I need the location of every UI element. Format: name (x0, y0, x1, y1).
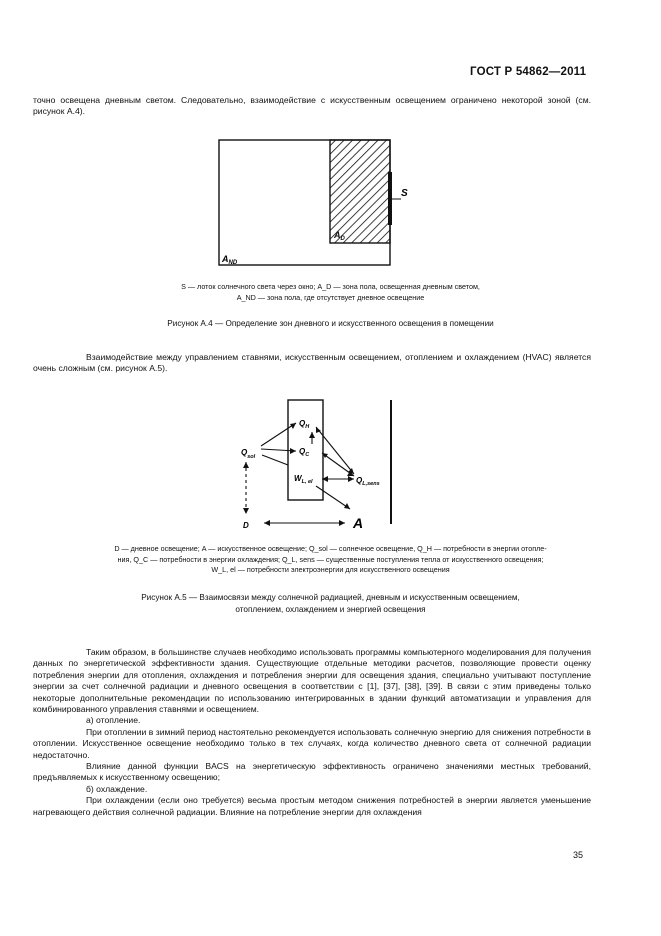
label-s: S (401, 188, 408, 199)
figure-a4-legend (0, 282, 661, 303)
body-paragraph-3: Влияние данной функции BACS на энергетическую эффективность ограничено значениями местных требований, предъявляемых к искусственному освещению; (33, 761, 591, 783)
label-ad: $A_D$ (334, 230, 345, 242)
label-and: $A_{ND}$ (222, 254, 238, 266)
label-wlel: $W_{L, el}$ (294, 474, 313, 485)
document-header: ГОСТ Р 54862—2011 (470, 66, 587, 78)
label-qh: $Q_H$ (299, 419, 310, 430)
figure-a5-caption-line2: отоплением, охлаждением и энергией освещения (235, 605, 426, 614)
hvac-paragraph: Взаимодействие между управлением ставнями, искусственным освещением, отоплением и охлаждением (HVAC) является очень сложным (см. рисунок А.5). (33, 352, 591, 374)
figure-a5 (241, 400, 391, 531)
body-text (33, 647, 591, 818)
figure-a5-caption-line1: Рисунок А.5 — Взаимосвязи между солнечной радиацией, дневным и искусственным освещением, (141, 593, 520, 602)
figure-a5-legend-line1: D — дневное освещение; A — искусственное освещение; Q_sol — солнечное освещение, Q_H — потребности в энергии отопле- (114, 544, 547, 553)
body-paragraph-4: При охлаждении (если оно требуется) весьма простым методом снижения потребностей в энергии является уменьшение нагревающего действия солнечной радиации. Влияние на потребление энергии для охлаждения (33, 795, 591, 817)
list-item-heating: а) отопление. (86, 715, 141, 726)
daylit-zone (330, 140, 390, 243)
label-qsol: $Q_{sol}$ (241, 448, 256, 460)
figure-a5-legend (0, 544, 661, 576)
intro-paragraph: точно освещена дневным светом. Следовательно, взаимодействие с искусственным освещением ограничено некоторой зоной (см. рисунок А.4). (33, 95, 591, 117)
body-paragraph-1: Таким образом, в большинстве случаев необходимо использовать программы компьютерного моделирования для получения данных по энергетической эффективности здания. Существующие отдельные методики расчетов, позволяющие провести оценку потребления энергии для отопления, охлаждения и потребления энергии для освещения здания, специально учитывают поступление энергии за счет солнечной радиации и дневного освещения в соответствии с [1], [37], [38], [39]. В связи с этим приведены только некоторые дополнительные рекомендации по использованию интегрированных в здании функций автоматизации и управления для комбинированного управления ставнями и освещением. (33, 647, 591, 715)
label-qc: $Q_C$ (299, 447, 310, 458)
arrows (246, 423, 354, 523)
body-paragraph-2: При отоплении в зимний период настоятельно рекомендуется использовать солнечную энергию для снижения потребности в отоплении. Искусственное освещение необходимо только в тех случаях, когда количество дневного света от солнечной радиации недостаточно. (33, 726, 591, 760)
figure-a5-caption (0, 592, 661, 616)
figure-a4-caption: Рисунок А.4 — Определение зон дневного и искусственного освещения в помещении (167, 319, 494, 328)
figure-a4-legend-line2: A_ND — зона пола, где отсутствует дневное освещение (236, 292, 425, 302)
figure-a5-legend-line2: ния, Q_C — потребности в энергии охлаждения; Q_L, sens — существенные поступления тепла от искусственного освещения; (117, 554, 544, 564)
label-d: D (243, 521, 249, 530)
label-qlsens: $Q_{L,sens}$ (356, 476, 380, 487)
figure-a4 (219, 140, 408, 266)
window-symbol (388, 172, 392, 225)
list-item-cooling: б) охлаждение. (86, 783, 148, 794)
page-number: 35 (573, 850, 584, 860)
figure-a5-legend-line3: W_L, el — потребности электроэнергии для искусственного освещения (211, 565, 450, 574)
figure-a4-legend-line1: S — лоток солнечного света через окно; A_D — зона пола, освещенная дневным светом, (181, 282, 480, 291)
label-a: A (353, 515, 364, 531)
